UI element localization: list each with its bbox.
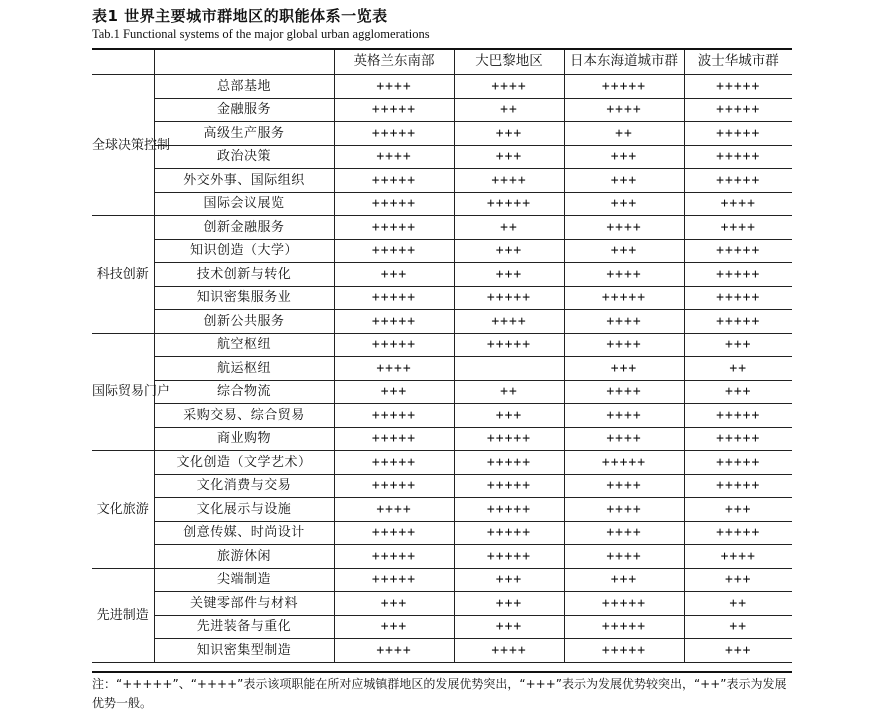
category-cell: 国际贸易门户: [92, 333, 154, 451]
rating-cell: ++++: [564, 498, 684, 522]
table-note: 注：“+++++”、“++++”表示该项职能在所对应城镇群地区的发展优势突出，“+++”表示为发展优势较突出，“++”表示为发展优势一般。: [92, 677, 787, 710]
rating-cell: ++++: [334, 75, 454, 99]
rating-cell: +++++: [564, 75, 684, 99]
rating-cell: ++++: [564, 427, 684, 451]
function-cell: 政治决策: [154, 145, 334, 169]
rating-cell: +++: [454, 615, 564, 639]
table-row: [92, 122, 792, 146]
function-cell: 创新公共服务: [154, 310, 334, 334]
rating-cell: +++++: [334, 545, 454, 569]
rating-cell: +++++: [334, 310, 454, 334]
rating-cell: +++: [334, 380, 454, 404]
category-cell: 科技创新: [92, 216, 154, 334]
rating-cell: [454, 357, 564, 381]
rating-cell: +++++: [684, 286, 792, 310]
function-cell: 航运枢纽: [154, 357, 334, 381]
rating-cell: ++++: [454, 75, 564, 99]
rating-cell: +++: [454, 592, 564, 616]
table-title-en: Tab.1 Functional systems of the major global urban agglomerations: [92, 27, 430, 41]
rating-cell: +++: [684, 333, 792, 357]
function-cell: 航空枢纽: [154, 333, 334, 357]
rating-cell: ++: [684, 357, 792, 381]
rating-cell: +++: [454, 145, 564, 169]
rating-cell: +++++: [334, 286, 454, 310]
rating-cell: +++++: [334, 239, 454, 263]
rating-cell: +++++: [334, 404, 454, 428]
rating-cell: +++++: [454, 192, 564, 216]
table-row: [92, 545, 792, 569]
table-row: [92, 239, 792, 263]
rating-cell: +++++: [454, 333, 564, 357]
function-cell: 总部基地: [154, 75, 334, 99]
table-row: [92, 145, 792, 169]
table-row: [92, 75, 792, 99]
function-cell: 文化展示与设施: [154, 498, 334, 522]
rating-cell: +++++: [454, 498, 564, 522]
function-cell: 高级生产服务: [154, 122, 334, 146]
rating-cell: +++++: [684, 310, 792, 334]
table-row: [92, 404, 792, 428]
function-cell: 文化消费与交易: [154, 474, 334, 498]
rating-cell: +++: [454, 122, 564, 146]
rating-cell: +++: [454, 263, 564, 287]
rating-cell: +++++: [684, 451, 792, 475]
rating-cell: +++++: [684, 169, 792, 193]
function-cell: 知识创造（大学）: [154, 239, 334, 263]
rating-cell: +++++: [684, 145, 792, 169]
rating-cell: +++++: [334, 169, 454, 193]
table-row: [92, 263, 792, 287]
rating-cell: ++: [454, 216, 564, 240]
function-cell: 旅游休闲: [154, 545, 334, 569]
header-boswash: 波士华城市群: [684, 50, 792, 75]
rating-cell: +++++: [454, 286, 564, 310]
function-cell: 知识密集型制造: [154, 639, 334, 663]
rating-cell: +++++: [564, 451, 684, 475]
rating-cell: ++: [684, 592, 792, 616]
rating-cell: +++: [684, 568, 792, 592]
function-cell: 技术创新与转化: [154, 263, 334, 287]
table-row: [92, 639, 792, 663]
table-row: [92, 333, 792, 357]
rating-cell: +++++: [564, 639, 684, 663]
rating-cell: ++++: [454, 639, 564, 663]
table-row: [92, 451, 792, 475]
category-cell: 先进制造: [92, 568, 154, 662]
rating-cell: +++++: [334, 474, 454, 498]
function-cell: 国际会议展览: [154, 192, 334, 216]
header-tokaido: 日本东海道城市群: [564, 50, 684, 75]
function-cell: 商业购物: [154, 427, 334, 451]
rating-cell: ++++: [334, 498, 454, 522]
function-cell: 文化创造（文学艺术）: [154, 451, 334, 475]
rating-cell: +++: [684, 498, 792, 522]
rating-cell: +++++: [454, 427, 564, 451]
rating-cell: ++++: [334, 145, 454, 169]
rating-cell: +++++: [684, 263, 792, 287]
rating-cell: ++: [684, 615, 792, 639]
table-row: [92, 286, 792, 310]
table-title-cn: 表1 世界主要城市群地区的职能体系一览表: [92, 7, 388, 25]
rating-cell: +++: [334, 592, 454, 616]
rating-cell: +++++: [684, 75, 792, 99]
function-cell: 关键零部件与材料: [154, 592, 334, 616]
rating-cell: +++: [564, 145, 684, 169]
rating-cell: ++++: [684, 216, 792, 240]
rating-cell: +++: [564, 357, 684, 381]
rating-cell: +++++: [454, 451, 564, 475]
rating-cell: +++++: [334, 216, 454, 240]
rating-cell: +++: [564, 169, 684, 193]
category-cell: 文化旅游: [92, 451, 154, 569]
function-cell: 创新金融服务: [154, 216, 334, 240]
rating-cell: +++: [454, 239, 564, 263]
function-cell: 先进装备与重化: [154, 615, 334, 639]
rating-cell: ++++: [564, 474, 684, 498]
rating-cell: +++++: [454, 474, 564, 498]
function-cell: 综合物流: [154, 380, 334, 404]
rating-cell: +++++: [684, 122, 792, 146]
rating-cell: ++++: [564, 521, 684, 545]
header-function: [154, 50, 334, 75]
header-greater-paris: 大巴黎地区: [454, 50, 564, 75]
rating-cell: +++++: [454, 545, 564, 569]
category-cell: 全球决策控制: [92, 75, 154, 216]
table-row: [92, 216, 792, 240]
table-row: [92, 357, 792, 381]
rating-cell: +++: [684, 380, 792, 404]
header-southeast-england: 英格兰东南部: [334, 50, 454, 75]
rating-cell: ++: [454, 380, 564, 404]
function-cell: 金融服务: [154, 98, 334, 122]
functional-systems-table: [92, 50, 792, 663]
rating-cell: +++: [564, 568, 684, 592]
rating-cell: +++++: [334, 451, 454, 475]
rating-cell: +++++: [684, 427, 792, 451]
table-row: [92, 592, 792, 616]
table-row: [92, 380, 792, 404]
rating-cell: +++++: [334, 521, 454, 545]
table-row: [92, 615, 792, 639]
table-row: [92, 568, 792, 592]
rating-cell: +++: [334, 263, 454, 287]
rating-cell: ++++: [564, 263, 684, 287]
rating-cell: ++: [454, 98, 564, 122]
header-category: [92, 50, 154, 75]
table-row: [92, 521, 792, 545]
table-row: [92, 498, 792, 522]
function-cell: 采购交易、综合贸易: [154, 404, 334, 428]
rating-cell: ++++: [334, 639, 454, 663]
table-row: [92, 427, 792, 451]
rating-cell: +++: [334, 615, 454, 639]
table-row: [92, 192, 792, 216]
rating-cell: ++++: [564, 380, 684, 404]
rating-cell: +++: [684, 639, 792, 663]
rating-cell: +++: [564, 192, 684, 216]
rating-cell: +++++: [334, 98, 454, 122]
table-row: [92, 169, 792, 193]
rating-cell: +++++: [684, 239, 792, 263]
rating-cell: ++++: [564, 404, 684, 428]
bottom-rule: [92, 671, 792, 673]
rating-cell: +++++: [334, 333, 454, 357]
rating-cell: +++++: [684, 404, 792, 428]
function-cell: 外交外事、国际组织: [154, 169, 334, 193]
rating-cell: +++++: [334, 568, 454, 592]
header-row: [92, 50, 792, 75]
rating-cell: +++++: [684, 474, 792, 498]
rating-cell: +++++: [334, 122, 454, 146]
rating-cell: +++: [454, 404, 564, 428]
rating-cell: ++: [564, 122, 684, 146]
rating-cell: ++++: [564, 545, 684, 569]
rating-cell: ++++: [454, 169, 564, 193]
rating-cell: +++++: [334, 427, 454, 451]
rating-cell: +++++: [454, 521, 564, 545]
rating-cell: +++: [564, 239, 684, 263]
rating-cell: ++++: [564, 333, 684, 357]
table-row: [92, 474, 792, 498]
function-cell: 尖端制造: [154, 568, 334, 592]
rating-cell: ++++: [334, 357, 454, 381]
rating-cell: +++++: [684, 521, 792, 545]
table-row: [92, 98, 792, 122]
rating-cell: +++++: [564, 615, 684, 639]
rating-cell: +++++: [334, 192, 454, 216]
rating-cell: ++++: [454, 310, 564, 334]
rating-cell: +++++: [564, 286, 684, 310]
rating-cell: ++++: [684, 192, 792, 216]
function-cell: 知识密集服务业: [154, 286, 334, 310]
table-row: [92, 310, 792, 334]
rating-cell: ++++: [564, 216, 684, 240]
rating-cell: ++++: [564, 310, 684, 334]
rating-cell: +++: [454, 568, 564, 592]
rating-cell: +++++: [684, 98, 792, 122]
rating-cell: +++++: [564, 592, 684, 616]
rating-cell: ++++: [564, 98, 684, 122]
function-cell: 创意传媒、时尚设计: [154, 521, 334, 545]
rating-cell: ++++: [684, 545, 792, 569]
